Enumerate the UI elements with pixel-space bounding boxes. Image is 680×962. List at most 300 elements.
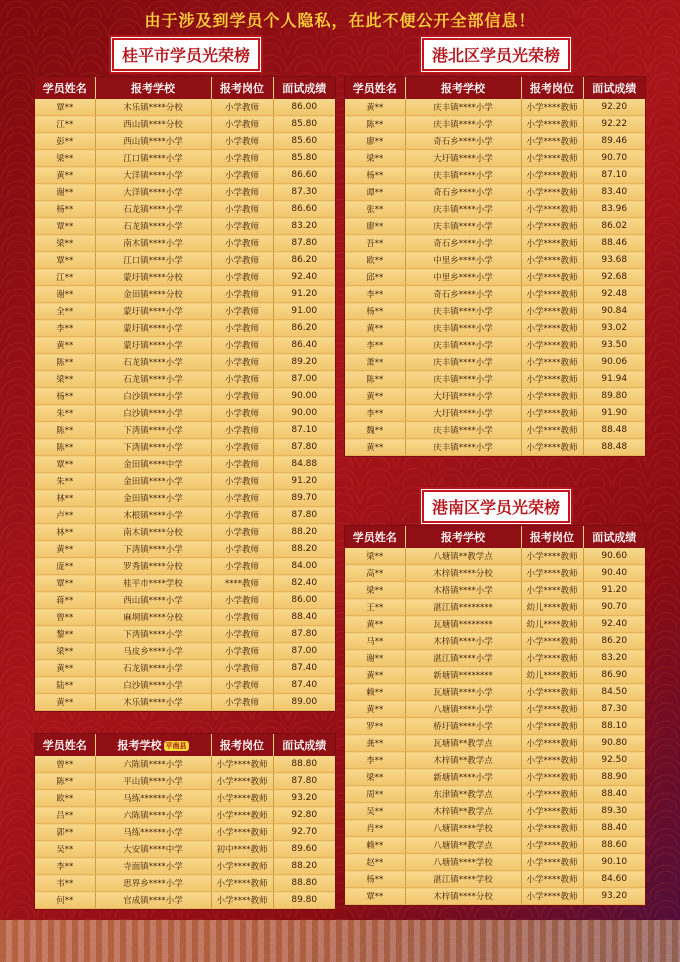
score-cell: 90.06 <box>583 354 645 371</box>
score-cell: 90.70 <box>583 599 645 616</box>
student-name-cell: 欧** <box>345 252 405 269</box>
score-cell: 93.20 <box>273 790 335 807</box>
school-cell: 下湾镇****小学 <box>95 626 211 643</box>
score-cell: 88.48 <box>583 422 645 439</box>
table-row <box>35 354 335 371</box>
table-row <box>35 235 335 252</box>
school-cell: 庆丰镇****小学 <box>405 167 521 184</box>
student-name-cell: 黄** <box>35 541 95 558</box>
student-name-cell: 吕** <box>35 807 95 824</box>
school-cell: 八塘镇****学校 <box>405 820 521 837</box>
post-cell: 小学教师 <box>211 116 273 133</box>
post-cell: 小学****教师 <box>521 735 583 752</box>
school-cell: 大洋镇****小学 <box>95 184 211 201</box>
post-cell: 小学教师 <box>211 133 273 150</box>
table-row <box>345 201 645 218</box>
table-row <box>345 667 645 684</box>
header-score: 面试成绩 <box>583 526 645 548</box>
student-name-cell: 覃** <box>35 456 95 473</box>
post-cell: 小学教师 <box>211 388 273 405</box>
student-name-cell: 廖** <box>345 133 405 150</box>
score-cell: 89.46 <box>583 133 645 150</box>
post-cell: 小学教师 <box>211 269 273 286</box>
table-row <box>345 269 645 286</box>
post-cell: 小学****教师 <box>521 633 583 650</box>
score-cell: 87.40 <box>273 660 335 677</box>
score-cell: 90.60 <box>583 548 645 565</box>
student-name-cell: 曾** <box>35 609 95 626</box>
student-name-cell: 周** <box>345 786 405 803</box>
post-cell: 小学****教师 <box>521 565 583 582</box>
score-cell: 83.20 <box>273 218 335 235</box>
score-cell: 87.10 <box>583 167 645 184</box>
post-cell: 小学****教师 <box>521 184 583 201</box>
school-cell: 庆丰镇****小学 <box>405 218 521 235</box>
post-cell: 小学****教师 <box>521 786 583 803</box>
student-name-cell: 杨** <box>35 201 95 218</box>
post-cell: 小学****教师 <box>211 858 273 875</box>
school-cell: 官成镇****小学 <box>95 892 211 909</box>
school-cell: 东津镇**教学点 <box>405 786 521 803</box>
pingnan-table-body <box>35 756 335 909</box>
table-row <box>35 439 335 456</box>
table-row <box>35 371 335 388</box>
school-cell: 大圩镇****小学 <box>405 405 521 422</box>
table-row <box>345 422 645 439</box>
score-cell: 90.84 <box>583 303 645 320</box>
school-cell: 大圩镇****小学 <box>405 388 521 405</box>
score-cell: 86.90 <box>583 667 645 684</box>
post-cell: 小学教师 <box>211 218 273 235</box>
school-cell: 奇石乡****小学 <box>405 286 521 303</box>
school-cell: 中里乡****小学 <box>405 252 521 269</box>
post-cell: 小学****教师 <box>521 769 583 786</box>
header-score: 面试成绩 <box>583 77 645 99</box>
header-post: 报考岗位 <box>211 77 273 99</box>
score-cell: 86.20 <box>273 320 335 337</box>
school-cell: 瓦塘镇******** <box>405 616 521 633</box>
table-row <box>35 150 335 167</box>
post-cell: 小学****教师 <box>521 684 583 701</box>
score-cell: 92.70 <box>273 824 335 841</box>
table-row <box>345 371 645 388</box>
table-row <box>35 875 335 892</box>
table-row <box>35 456 335 473</box>
score-cell: 86.40 <box>273 337 335 354</box>
student-name-cell: 黄** <box>35 660 95 677</box>
student-name-cell: 邱** <box>345 269 405 286</box>
post-cell: 小学教师 <box>211 439 273 456</box>
school-cell: 南木镇****小学 <box>95 235 211 252</box>
score-cell: 86.00 <box>273 592 335 609</box>
student-name-cell: 梁** <box>345 548 405 565</box>
post-cell: 小学教师 <box>211 524 273 541</box>
post-cell: 小学教师 <box>211 677 273 694</box>
school-cell: 江口镇****小学 <box>95 150 211 167</box>
school-cell: 西山镇****小学 <box>95 133 211 150</box>
school-cell: 西山镇****分校 <box>95 116 211 133</box>
table-row <box>345 871 645 888</box>
post-cell: 小学****教师 <box>521 167 583 184</box>
school-cell: 石龙镇****小学 <box>95 660 211 677</box>
table-row <box>345 405 645 422</box>
student-name-cell: 龚** <box>345 735 405 752</box>
table-row <box>345 337 645 354</box>
score-cell: 91.20 <box>273 286 335 303</box>
guiping-table-body <box>35 99 335 711</box>
post-cell: 小学****教师 <box>211 824 273 841</box>
school-cell: 西山镇****小学 <box>95 592 211 609</box>
student-name-cell: 李** <box>345 337 405 354</box>
table-row <box>345 286 645 303</box>
score-cell: 85.80 <box>273 116 335 133</box>
score-cell: 87.80 <box>273 235 335 252</box>
student-name-cell: 梁** <box>345 582 405 599</box>
table-row <box>345 99 645 116</box>
table-row <box>35 201 335 218</box>
header-score: 面试成绩 <box>273 734 335 756</box>
table-row <box>345 439 645 456</box>
school-cell: 八塘镇**教学点 <box>405 548 521 565</box>
score-cell: 89.00 <box>273 694 335 711</box>
student-name-cell: 庞** <box>35 558 95 575</box>
header-school <box>95 734 211 756</box>
school-cell: 木梓镇****小学 <box>405 633 521 650</box>
guiping-header-row <box>35 77 335 99</box>
student-name-cell: 朱** <box>35 473 95 490</box>
score-cell: 86.00 <box>273 99 335 116</box>
score-cell: 87.30 <box>273 184 335 201</box>
school-cell: 蒙圩镇****小学 <box>95 303 211 320</box>
student-name-cell: 吴** <box>35 841 95 858</box>
score-cell: 90.00 <box>273 388 335 405</box>
table-row <box>35 116 335 133</box>
post-cell: 小学****教师 <box>521 650 583 667</box>
school-cell: 庆丰镇****小学 <box>405 320 521 337</box>
table-row <box>35 524 335 541</box>
score-cell: 90.40 <box>583 565 645 582</box>
score-cell: 84.60 <box>583 871 645 888</box>
table-row <box>35 99 335 116</box>
school-cell: 庆丰镇****小学 <box>405 337 521 354</box>
score-cell: 83.20 <box>583 650 645 667</box>
school-cell: 平山镇****小学 <box>95 773 211 790</box>
table-row <box>345 718 645 735</box>
school-cell: 新塘镇****小学 <box>405 769 521 786</box>
score-cell: 88.80 <box>273 756 335 773</box>
score-cell: 92.68 <box>583 269 645 286</box>
student-name-cell: 肖** <box>345 820 405 837</box>
student-name-cell: 黄** <box>345 667 405 684</box>
table-row <box>35 337 335 354</box>
table-row <box>345 735 645 752</box>
school-cell: 八塘镇**教学点 <box>405 837 521 854</box>
school-cell: 木梓镇****分校 <box>405 888 521 905</box>
post-cell: 小学****教师 <box>521 837 583 854</box>
school-cell: 庆丰镇****小学 <box>405 201 521 218</box>
post-cell: 小学****教师 <box>211 790 273 807</box>
score-cell: 87.00 <box>273 643 335 660</box>
student-name-cell: 曾** <box>35 756 95 773</box>
school-cell: 木乐镇****分校 <box>95 99 211 116</box>
school-cell: 庆丰镇****小学 <box>405 354 521 371</box>
post-cell: 小学****教师 <box>521 439 583 456</box>
school-cell: 石龙镇****小学 <box>95 218 211 235</box>
table-row <box>35 303 335 320</box>
score-cell: 89.60 <box>273 841 335 858</box>
student-name-cell: 黄** <box>35 167 95 184</box>
score-cell: 88.90 <box>583 769 645 786</box>
table-row <box>345 820 645 837</box>
table-row <box>35 405 335 422</box>
gangbei-table-panel <box>344 76 646 457</box>
post-cell: 小学教师 <box>211 626 273 643</box>
post-cell: 小学****教师 <box>521 871 583 888</box>
post-cell: 小学****教师 <box>521 854 583 871</box>
score-cell: 87.80 <box>273 507 335 524</box>
table-row <box>35 388 335 405</box>
post-cell: 小学****教师 <box>521 320 583 337</box>
header-name: 学员姓名 <box>345 77 405 99</box>
post-cell: 小学****教师 <box>521 422 583 439</box>
school-cell: 白沙镇****小学 <box>95 405 211 422</box>
student-name-cell: 马** <box>345 633 405 650</box>
post-cell: 小学****教师 <box>521 354 583 371</box>
post-cell: 小学****教师 <box>521 701 583 718</box>
score-cell: 92.20 <box>583 99 645 116</box>
post-cell: 小学教师 <box>211 609 273 626</box>
school-cell: 寺面镇****小学 <box>95 858 211 875</box>
table-row <box>35 626 335 643</box>
student-name-cell: 卢** <box>35 507 95 524</box>
school-cell: 下湾镇****小学 <box>95 541 211 558</box>
student-name-cell: 吾** <box>345 235 405 252</box>
table-row <box>345 888 645 905</box>
school-cell: 大安镇****中学 <box>95 841 211 858</box>
table-row <box>345 854 645 871</box>
student-name-cell: 梁** <box>35 150 95 167</box>
school-cell: 桂平市****学校 <box>95 575 211 592</box>
table-row <box>35 609 335 626</box>
table-row <box>35 790 335 807</box>
school-cell: 金田镇****中学 <box>95 456 211 473</box>
school-cell: 桥圩镇****小学 <box>405 718 521 735</box>
score-cell: 88.40 <box>273 609 335 626</box>
header-post: 报考岗位 <box>521 77 583 99</box>
post-cell: 小学****教师 <box>521 888 583 905</box>
school-cell: 下湾镇****小学 <box>95 439 211 456</box>
student-name-cell: 江** <box>35 116 95 133</box>
post-cell: 小学****教师 <box>521 252 583 269</box>
table-row <box>345 235 645 252</box>
score-cell: 88.46 <box>583 235 645 252</box>
post-cell: 小学****教师 <box>521 820 583 837</box>
student-name-cell: 陈** <box>35 439 95 456</box>
student-name-cell: 覃** <box>35 218 95 235</box>
score-cell: 91.94 <box>583 371 645 388</box>
score-cell: 92.40 <box>583 616 645 633</box>
score-cell: 89.80 <box>273 892 335 909</box>
student-name-cell: 覃** <box>35 99 95 116</box>
table-row <box>35 252 335 269</box>
student-name-cell: 李** <box>345 286 405 303</box>
post-cell: 小学****教师 <box>211 892 273 909</box>
gangbei-title-badge: 港北区学员光荣榜 <box>422 38 570 71</box>
score-cell: 87.80 <box>273 626 335 643</box>
student-name-cell: 罗** <box>345 718 405 735</box>
student-name-cell: 谢** <box>35 286 95 303</box>
post-cell: ****教师 <box>211 575 273 592</box>
school-cell: 白沙镇****小学 <box>95 388 211 405</box>
table-row <box>345 565 645 582</box>
student-name-cell: 陆** <box>35 677 95 694</box>
table-row <box>35 807 335 824</box>
school-cell: 庆丰镇****小学 <box>405 371 521 388</box>
table-row <box>35 660 335 677</box>
gangnan-title-badge: 港南区学员光荣榜 <box>422 490 570 523</box>
score-cell: 89.20 <box>273 354 335 371</box>
score-cell: 87.10 <box>273 422 335 439</box>
post-cell: 小学教师 <box>211 405 273 422</box>
school-cell: 八塘镇****学校 <box>405 854 521 871</box>
post-cell: 小学教师 <box>211 201 273 218</box>
student-name-cell: 韦** <box>35 875 95 892</box>
school-cell: 木乐镇****小学 <box>95 694 211 711</box>
post-cell: 小学****教师 <box>521 405 583 422</box>
score-cell: 88.40 <box>583 820 645 837</box>
student-name-cell: 黎** <box>35 626 95 643</box>
table-row <box>35 558 335 575</box>
score-cell: 86.20 <box>273 252 335 269</box>
table-row <box>35 507 335 524</box>
header-post: 报考岗位 <box>211 734 273 756</box>
post-cell: 小学教师 <box>211 694 273 711</box>
header-school-label: 报考学校 <box>117 739 162 752</box>
student-name-cell: 高** <box>345 565 405 582</box>
school-cell: 石龙镇****小学 <box>95 371 211 388</box>
header-name: 学员姓名 <box>35 734 95 756</box>
table-row <box>35 473 335 490</box>
table-row <box>35 286 335 303</box>
table-row <box>35 756 335 773</box>
post-cell: 小学****教师 <box>521 371 583 388</box>
school-cell: 木梓镇**教学点 <box>405 752 521 769</box>
student-name-cell: 欧** <box>35 790 95 807</box>
score-cell: 92.22 <box>583 116 645 133</box>
table-row <box>35 677 335 694</box>
header-name: 学员姓名 <box>35 77 95 99</box>
table-row <box>35 773 335 790</box>
student-name-cell: 林** <box>35 490 95 507</box>
school-cell: 庆丰镇****小学 <box>405 99 521 116</box>
post-cell: 小学****教师 <box>521 388 583 405</box>
gangbei-table-body <box>345 99 645 456</box>
school-cell: 白沙镇****小学 <box>95 677 211 694</box>
score-cell: 86.60 <box>273 201 335 218</box>
score-cell: 90.80 <box>583 735 645 752</box>
student-name-cell: 黄** <box>345 388 405 405</box>
student-name-cell: 梁** <box>35 643 95 660</box>
header-school: 报考学校 <box>95 77 211 99</box>
post-cell: 小学****教师 <box>521 286 583 303</box>
student-name-cell: 梁** <box>345 150 405 167</box>
table-row <box>345 388 645 405</box>
score-cell: 89.80 <box>583 388 645 405</box>
school-cell: 石龙镇****小学 <box>95 201 211 218</box>
table-row <box>35 694 335 711</box>
school-cell: 湛江镇****小学 <box>405 650 521 667</box>
student-name-cell: 陈** <box>35 422 95 439</box>
student-name-cell: 谢** <box>35 184 95 201</box>
table-row <box>345 252 645 269</box>
table-row <box>35 218 335 235</box>
school-cell: 奇石乡****小学 <box>405 133 521 150</box>
score-cell: 88.40 <box>583 786 645 803</box>
table-row <box>345 320 645 337</box>
student-name-cell: 廖** <box>345 218 405 235</box>
table-row <box>35 184 335 201</box>
school-cell: 瓦塘镇****小学 <box>405 684 521 701</box>
student-name-cell: 李** <box>345 752 405 769</box>
school-cell: 大圩镇****小学 <box>405 150 521 167</box>
school-cell: 罗秀镇****分校 <box>95 558 211 575</box>
school-cell: 蒙圩镇****小学 <box>95 337 211 354</box>
post-cell: 小学教师 <box>211 660 273 677</box>
post-cell: 小学****教师 <box>521 218 583 235</box>
post-cell: 小学教师 <box>211 150 273 167</box>
student-name-cell: 陈** <box>345 371 405 388</box>
pingnan-header-row <box>35 734 335 756</box>
table-row <box>345 752 645 769</box>
table-row <box>35 422 335 439</box>
school-cell: 庆丰镇****小学 <box>405 439 521 456</box>
table-row <box>345 303 645 320</box>
post-cell: 小学****教师 <box>521 752 583 769</box>
school-cell: 麻垌镇****分校 <box>95 609 211 626</box>
student-name-cell: 全** <box>35 303 95 320</box>
header-school: 报考学校 <box>405 526 521 548</box>
post-cell: 小学****教师 <box>211 773 273 790</box>
post-cell: 小学教师 <box>211 490 273 507</box>
student-name-cell: 梁** <box>35 371 95 388</box>
post-cell: 小学教师 <box>211 235 273 252</box>
score-cell: 93.20 <box>583 888 645 905</box>
score-cell: 90.70 <box>583 150 645 167</box>
table-row <box>345 582 645 599</box>
school-cell: 金田镇****小学 <box>95 490 211 507</box>
student-name-cell: 赖** <box>345 684 405 701</box>
post-cell: 小学****教师 <box>521 548 583 565</box>
table-row <box>345 837 645 854</box>
school-cell: 中里乡****小学 <box>405 269 521 286</box>
school-cell: 八塘镇****小学 <box>405 701 521 718</box>
score-cell: 88.20 <box>273 524 335 541</box>
school-cell: 南木镇****分校 <box>95 524 211 541</box>
student-name-cell: 杨** <box>345 167 405 184</box>
school-cell: 奇石乡****小学 <box>405 184 521 201</box>
pingnan-county-tag: 平南县 <box>165 742 187 750</box>
post-cell: 小学教师 <box>211 456 273 473</box>
student-name-cell: 彭** <box>35 133 95 150</box>
post-cell: 小学教师 <box>211 558 273 575</box>
table-row <box>35 824 335 841</box>
score-cell: 87.80 <box>273 773 335 790</box>
footer-lace-border <box>0 920 680 962</box>
post-cell: 小学****教师 <box>521 116 583 133</box>
table-row <box>345 650 645 667</box>
score-cell: 84.50 <box>583 684 645 701</box>
school-cell: 马皮乡****小学 <box>95 643 211 660</box>
